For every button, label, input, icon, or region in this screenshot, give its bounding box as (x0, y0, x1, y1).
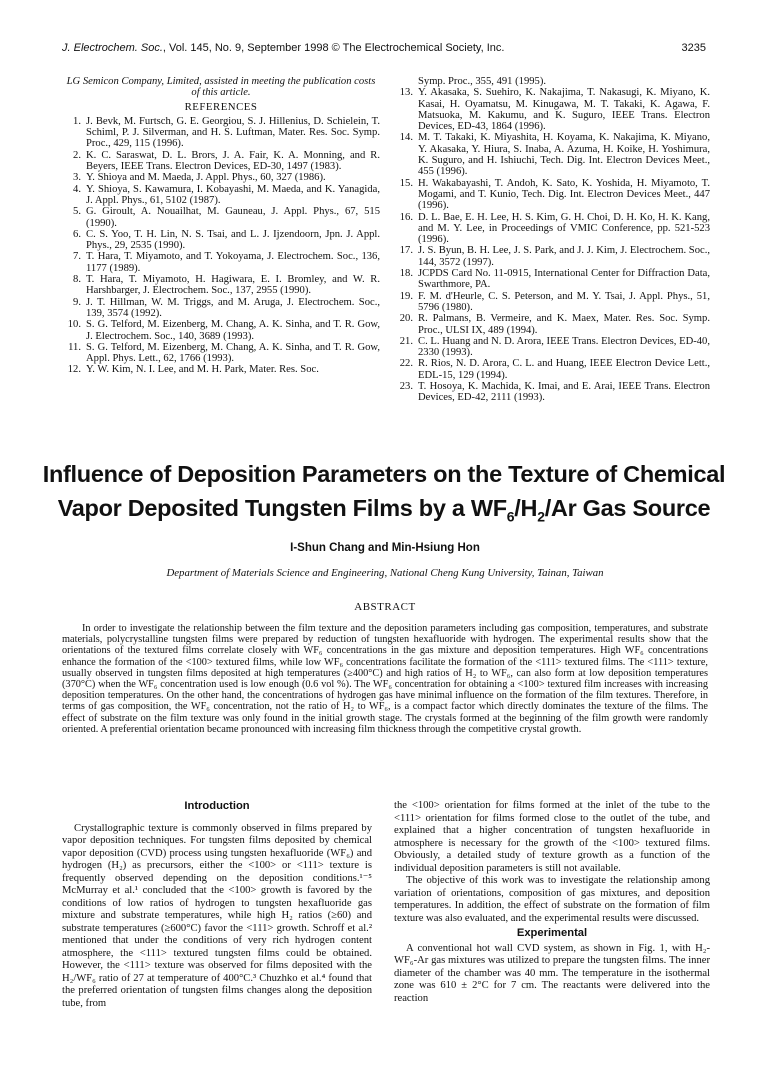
affiliation: Department of Materials Science and Engineering, National Cheng Kung University, Tainan, Taiwan (166, 567, 604, 579)
reference-number: 1. (73, 115, 81, 127)
reference-item (62, 229, 380, 252)
reference-item (62, 251, 380, 274)
title-line-1: Influence of Deposition Parameters on the Texture of Chemical (42, 461, 726, 487)
reference-item (62, 172, 380, 183)
introduction-continuation: the <100> orientation for films formed at the inlet of the tube to the <111> orientation for films formed close to the outlet of the tube, and explained that a higher concentration of tungsten hexafluoride in atmosphere is necessary for the growth of the <100> textured films. Obviously, a detailed study of texture growth as a function of the individual deposition parameters is still not available. (394, 800, 710, 874)
reference-item (394, 245, 710, 268)
reference-12-continuation: Symp. Proc., 355, 491 (1995). (418, 76, 547, 87)
reference-text: K. C. Saraswat, D. L. Brors, J. A. Fair, K. A. Monning, and R. Beyers, IEEE Trans. Electron Devices, ED-30, 1497 (1983). (86, 149, 380, 173)
title-line-2-start: Vapor Deposited Tungsten Films by a WF (57, 495, 507, 521)
reference-list-right (394, 87, 710, 403)
reference-number: 7. (73, 251, 81, 263)
reference-item (394, 212, 710, 246)
abstract-heading: ABSTRACT (354, 601, 416, 613)
reference-item (394, 358, 710, 381)
reference-number: 20. (399, 313, 413, 325)
reference-text: F. M. d'Heurle, C. S. Peterson, and M. Y. Tsai, J. Appl. Phys., 51, 5796 (1980). (418, 290, 710, 313)
journal-citation (62, 42, 504, 54)
reference-item (62, 364, 380, 375)
reference-item (62, 319, 380, 342)
running-header (62, 42, 706, 58)
reference-item (62, 274, 380, 297)
title-line-2-mid: /H (514, 495, 538, 521)
reference-text: J. S. Byun, B. H. Lee, J. S. Park, and J. J. Kim, J. Electrochem. Soc., 144, 3572 (1997). (418, 245, 710, 268)
reference-number: 5. (73, 206, 81, 218)
reference-item (394, 381, 710, 404)
volume-info: , Vol. 145, No. 9, September 1998 © The Electrochemical Society, Inc. (162, 42, 505, 54)
reference-number: 23. (399, 381, 413, 393)
body-column-left (62, 800, 372, 1010)
reference-number: 10. (67, 319, 81, 331)
reference-number: 8. (73, 274, 81, 286)
reference-text: T. Hosoya, K. Machida, K. Imai, and E. Arai, IEEE Trans. Electron Devices, ED-42, 2111 (1993). (418, 381, 710, 404)
references-column-right (394, 76, 710, 404)
reference-item (394, 291, 710, 314)
reference-text: H. Wakabayashi, T. Andoh, K. Sato, K. Yoshida, H. Miyamoto, T. Mogami, and T. Kunio, Tech. Dig. Int. Electron Devices Meet., 447 (1996). (418, 177, 710, 212)
reference-text: R. Rios, N. D. Arora, C. L. and Huang, IEEE Electron Device Lett., EDL-15, 129 (1994). (418, 358, 710, 381)
article-title (40, 457, 728, 534)
reference-text: S. G. Telford, M. Eizenberg, M. Chang, A. K. Sinha, and T. R. Gow, Appl. Phys. Lett., 62, 1766 (1993). (86, 341, 380, 365)
reference-item (394, 87, 710, 132)
reference-number: 3. (73, 172, 81, 184)
reference-number: 2. (73, 149, 81, 161)
reference-item (394, 336, 710, 359)
reference-text: S. G. Telford, M. Eizenberg, M. Chang, A. K. Sinha, and T. R. Gow, J. Electrochem. Soc., 140, 3689 (1993). (86, 319, 380, 342)
reference-item (62, 297, 380, 320)
reference-item (394, 178, 710, 212)
reference-text: J. T. Hillman, W. M. Triggs, and M. Aruga, J. Electrochem. Soc., 139, 3574 (1992). (86, 296, 380, 319)
reference-text: T. Hara, T. Miyamoto, and T. Yokoyama, J. Electrochem. Soc., 136, 1177 (1989). (86, 251, 380, 274)
reference-item (394, 313, 710, 336)
introduction-heading: Introduction (184, 800, 250, 812)
experimental-heading: Experimental (516, 927, 588, 939)
reference-item (62, 342, 380, 365)
body-column-right (394, 800, 710, 1005)
reference-number: 6. (73, 228, 81, 240)
reference-text: Y. Akasaka, S. Suehiro, K. Nakajima, T. Nakasugi, K. Miyano, K. Kasai, H. Oyamatsu, M. Kinugawa, M. T. Takaki, K. Agawa, F. Matsuoka, M. Kakumu, and K. Suguro, IEEE Trans. Electron Devices, ED-43, 1864 (1996). (418, 87, 710, 133)
references-heading: REFERENCES (184, 100, 258, 113)
reference-number: 16. (399, 211, 413, 223)
reference-text: Y. W. Kim, N. I. Lee, and M. H. Park, Mater. Res. Soc. (86, 364, 319, 376)
reference-text: J. Bevk, M. Furtsch, G. E. Georgiou, S. J. Hillenius, D. Schielein, T. Schiml, P. J. Silverman, and H. S. Luftman, Mater. Res. Soc. Symp. Proc., 429, 115 (1996). (86, 115, 380, 150)
reference-item (394, 132, 710, 177)
reference-number: 13. (399, 87, 413, 99)
reference-number: 14. (399, 132, 413, 144)
reference-number: 12. (67, 364, 81, 376)
reference-number: 9. (73, 296, 81, 308)
objective-paragraph: The objective of this work was to investigate the relationship among variation of orientations, composition of gas mixtures, and deposition temperatures. In addition, the effect of substrate on the formation of film texture was also evaluated, and the experimental results were discussed. (394, 875, 710, 924)
journal-name: J. Electrochem. Soc. (62, 42, 163, 54)
reference-number: 22. (399, 358, 413, 370)
reference-number: 18. (399, 268, 413, 280)
authors: I-Shun Chang and Min-Hsiung Hon (290, 542, 480, 554)
reference-text: C. S. Yoo, T. H. Lin, N. S. Tsai, and L. J. Ijzendoorn, Jpn. J. Appl. Phys., 29, 2535 (1990). (86, 228, 380, 252)
reference-item (394, 268, 710, 291)
reference-list-left (62, 116, 380, 376)
reference-text: Y. Shioya, S. Kawamura, I. Kobayashi, M. Maeda, and K. Yanagida, J. Appl. Phys., 61, 5102 (1987). (86, 183, 380, 206)
experimental-paragraph: A conventional hot wall CVD system, as shown in Fig. 1, with H₂-WF₆-Ar gas mixtures was utilized to prepare the tungsten films. The inner diameter of the chamber was 40 mm. The temperature in the isothermal zone was 610 ± 2°C for 7 cm. The reactants were delivered into the reaction (394, 942, 710, 1004)
abstract-text: In order to investigate the relationship between the film texture and the deposition parameters including gas composition, temperatures, and substrate materials, polycrystalline tungsten films were prepared by reduction of tungsten hexafluoride with hydrogen. The experimental results show that the orientations of the textured films correlate closely with WF₆ concentrations in the gas mixture and deposition temperatures. High WF₆ concentrations enhance the formation of the <100> textured films, while low WF₆ concentrations facilitate the formation of the <111> textured films. The <111> texture, usually observed in tungsten films deposited at high temperatures (≥400°C) and high ratios of H₂ to WF₆, can also form at low deposition temperatures (370°C) when the WF₆ concentration used is low enough (0.6 vol %). The WF₆ concentration for obtaining a <100> textured film increases with increasing deposition temperatures. On the other hand, the concentrations of hydrogen gas have minimal influence on the formation of the film textures. Therefore, in terms of gas composition, the WF₆ concentration, not the ratio of H₂ to WF₆, is a compact factor which directly dominates the texture of the films. The effect of substrate on the film texture was only found in the initial growth stage. The crystals formed at the beginning of the film growth were randomly oriented. A preferential orientation became pronounced with increasing film thickness through the competitive crystal growth. (62, 623, 708, 735)
reference-text: JCPDS Card No. 11-0915, International Center for Diffraction Data, Swarthmore, PA. (418, 268, 710, 291)
title-subscript-2: 2 (537, 508, 545, 525)
reference-text: G. Giroult, A. Nouailhat, M. Gauneau, J. Appl. Phys., 67, 515 (1990). (86, 206, 380, 229)
reference-text: T. Hara, T. Miyamoto, H. Hagiwara, E. I. Bromley, and W. R. Harshbarger, J. Electrochem. Soc., 137, 2955 (1990). (86, 274, 380, 297)
title-line-2 (40, 491, 728, 534)
reference-number: 11. (68, 341, 81, 353)
title-subscript-6: 6 (506, 508, 515, 525)
reference-number: 19. (399, 290, 413, 302)
reference-text: R. Palmans, B. Vermeire, and K. Maex, Mater. Res. Soc. Symp. Proc., ULSI IX, 489 (1994). (418, 313, 710, 336)
reference-text: C. L. Huang and N. D. Arora, IEEE Trans. Electron Devices, ED-40, 2330 (1993). (418, 335, 710, 359)
reference-item (62, 116, 380, 150)
reference-item (62, 150, 380, 173)
page-number: 3235 (681, 42, 706, 54)
sponsor-note: LG Semicon Company, Limited, assisted in meeting the publication costs of this article. (66, 76, 376, 99)
introduction-paragraph: Crystallographic texture is commonly observed in films prepared by vapor deposition techniques. For tungsten films deposited by chemical vapor deposition (CVD) process using tungsten hexafluoride (WF₆) and hydrogen (H₂) as precursors, either the <100> or <111> texture is frequently observed depending on the deposition conditions.¹⁻⁵ McMurray et al.¹ concluded that the <100> growth is favored by the conditions of low ratios of hydrogen to tungsten hexafluoride gas mixture and substrate temperatures, while high H₂ ratios (≥60) and substrate temperatures (≥600°C) favor the <111> growth. Schroff et al.² mentioned that under the conditions of very rich hydrogen content atmosphere, the <111> textured tungsten films could be obtained. However, the <111> texture was observed for films deposited with the H₂/WF₆ ratio of 27 at temperature of 400°C.³ Chuzhko et al.⁴ found that the preferred orientation of tungsten films changes along the deposition tube, from (62, 822, 372, 1009)
reference-item (62, 184, 380, 207)
reference-number: 17. (399, 245, 413, 257)
reference-number: 4. (73, 183, 81, 195)
reference-number: 21. (399, 335, 413, 347)
title-line-2-end: /Ar Gas Source (544, 495, 711, 521)
reference-text: M. T. Takaki, K. Miyashita, H. Koyama, K. Nakajima, K. Miyano, Y. Akasaka, Y. Hiura, S. Inaba, A. Azuma, H. Koike, H. Yoshimura, K. Suguro, and H. Ishiuchi, Tech. Dig. Int. Electron Devices Meet., 455 (1996). (418, 132, 710, 178)
reference-item (62, 206, 380, 229)
reference-text: Y. Shioya and M. Maeda, J. Appl. Phys., 60, 327 (1986). (86, 172, 326, 184)
references-column-left (62, 76, 380, 376)
reference-number: 15. (399, 177, 413, 189)
reference-text: D. L. Bae, E. H. Lee, H. S. Kim, G. H. Choi, D. H. Ko, H. K. Kang, and M. Y. Lee, in Proceedings of VMIC Conference, pp. 521-523 (1996). (418, 211, 710, 246)
